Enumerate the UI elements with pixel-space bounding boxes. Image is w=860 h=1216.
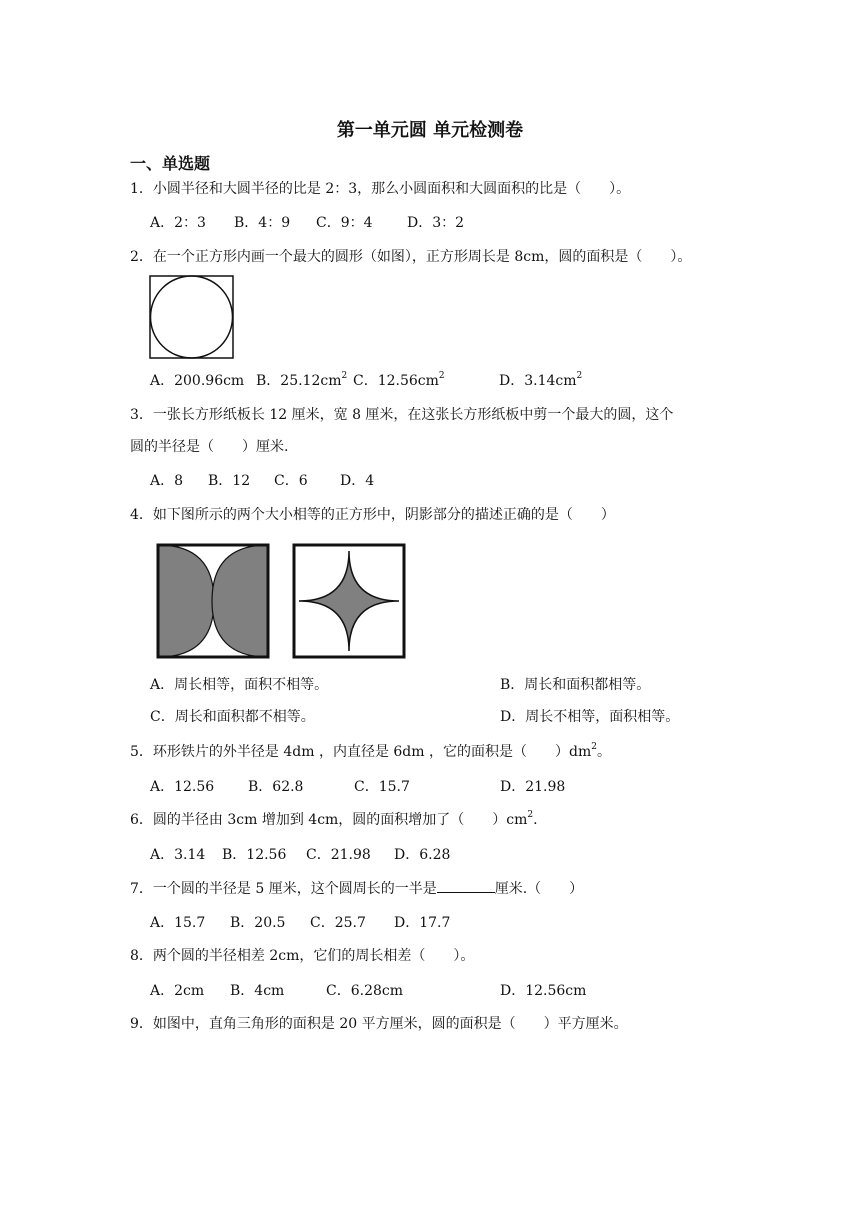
q5-text-sup: 2 (591, 742, 597, 753)
q4-option-d[interactable]: D．周长不相等，面积相等。 (500, 709, 680, 725)
question-3-options (150, 471, 374, 491)
q7-option-b[interactable]: B．20.5 (230, 915, 286, 931)
q5-text-tail: 。 (596, 744, 611, 760)
q3-option-a[interactable]: A．8 (150, 473, 184, 489)
q2-option-b-label: B．25.12cm (256, 373, 342, 389)
q2-option-c-sup: 2 (438, 371, 445, 382)
question-5-options (150, 777, 565, 797)
question-2-options (150, 371, 582, 391)
question-1-text: 1．小圆半径和大圆半径的比是 2：3，那么小圆面积和大圆面积的比是（ ）。 (130, 181, 631, 197)
q4-option-a[interactable]: A．周长相等，面积不相等。 (150, 677, 329, 693)
question-6-options (150, 845, 450, 865)
q5-option-b[interactable]: B．62.8 (248, 779, 304, 795)
q6-option-b[interactable]: B．12.56 (222, 847, 287, 863)
q7-text-after: 厘米.（ ） (494, 881, 584, 897)
q3-option-b[interactable]: B．12 (208, 473, 251, 489)
q8-option-d[interactable]: D．12.56cm (500, 983, 587, 999)
q7-answer-blank[interactable] (437, 878, 495, 893)
q5-text-main: 5．环形铁片的外半径是 4dm ，内直径是 6dm ，它的面积是（ ）dm (130, 744, 592, 760)
q2-option-d-label: D．3.14cm (499, 373, 577, 389)
q1-option-a[interactable]: A．2：3 (150, 215, 206, 231)
q2-option-d[interactable] (499, 371, 582, 391)
q2-option-c[interactable] (353, 371, 499, 391)
q1-option-b[interactable]: B．4：9 (234, 215, 291, 231)
question-7-options (150, 913, 450, 933)
question-8-text: 8．两个圆的半径相差 2cm，它们的周长相差（ ）。 (130, 948, 475, 964)
section-heading: 一、单选题 (130, 154, 211, 173)
q4-option-b[interactable]: B．周长和面积都相等。 (500, 677, 651, 693)
question-1-options (150, 213, 464, 233)
q5-option-a[interactable]: A．12.56 (150, 779, 215, 795)
question-3-text-line-2: 圆的半径是（ ）厘米. (130, 439, 289, 455)
q5-option-d[interactable]: D．21.98 (500, 779, 566, 795)
q3-option-c[interactable]: C．6 (274, 473, 308, 489)
q7-option-c[interactable]: C．25.7 (310, 915, 366, 931)
q7-text-before: 7．一个圆的半径是 5 厘米，这个圆周长的一半是 (130, 881, 437, 897)
q2-option-b-sup: 2 (341, 371, 348, 382)
q6-option-d[interactable]: D．6.28 (394, 847, 451, 863)
q6-text-main: 6．圆的半径由 3cm 增加到 4cm，圆的面积增加了（ ）cm (130, 812, 528, 828)
page-title: 第一单元圆 单元检测卷 (336, 120, 524, 141)
q2-option-c-label: C．12.56cm (353, 373, 439, 389)
q6-option-c[interactable]: C．21.98 (306, 847, 371, 863)
q6-text-sup: 2 (527, 810, 534, 821)
q6-option-a[interactable]: A．3.14 (150, 847, 206, 863)
question-3-text-line-1: 3．一张长方形纸板长 12 厘米，宽 8 厘米，在这张长方形纸板中剪一个最大的圆，这个 (130, 407, 674, 423)
q8-option-b[interactable]: B．4cm (230, 983, 285, 999)
question-9-text: 9．如图中，直角三角形的面积是 20 平方厘米，圆的面积是（ ）平方厘米。 (130, 1016, 628, 1032)
q5-option-c[interactable]: C．15.7 (354, 779, 410, 795)
square-with-inscribed-circle-figure (149, 275, 234, 359)
q1-option-d[interactable]: D．3：2 (407, 215, 465, 231)
q7-option-d[interactable]: D．17.7 (394, 915, 451, 931)
q8-option-a[interactable]: A．2cm (150, 983, 205, 999)
question-6-text (130, 810, 538, 830)
q2-option-b[interactable] (256, 371, 353, 391)
question-4-text: 4．如下图所示的两个大小相等的正方形中，阴影部分的描述正确的是（ ） (130, 507, 615, 523)
question-5-text (130, 742, 611, 762)
q7-option-a[interactable]: A．15.7 (150, 915, 206, 931)
q1-option-c[interactable]: C．9：4 (316, 215, 373, 231)
q2-option-a[interactable]: A．200.96cm (150, 373, 245, 389)
two-squares-shaded-figure (156, 543, 408, 661)
question-8-options (150, 981, 586, 1001)
q6-text-tail: . (533, 812, 538, 828)
q8-option-c[interactable]: C．6.28cm (326, 983, 403, 999)
q4-option-c[interactable]: C．周长和面积都不相等。 (150, 709, 315, 725)
q3-option-d[interactable]: D．4 (340, 473, 375, 489)
q2-option-d-sup: 2 (576, 371, 583, 382)
question-7-text (130, 878, 583, 899)
question-2-text: 2．在一个正方形内画一个最大的圆形（如图），正方形周长是 8cm，圆的面积是（ ）。 (130, 249, 692, 265)
